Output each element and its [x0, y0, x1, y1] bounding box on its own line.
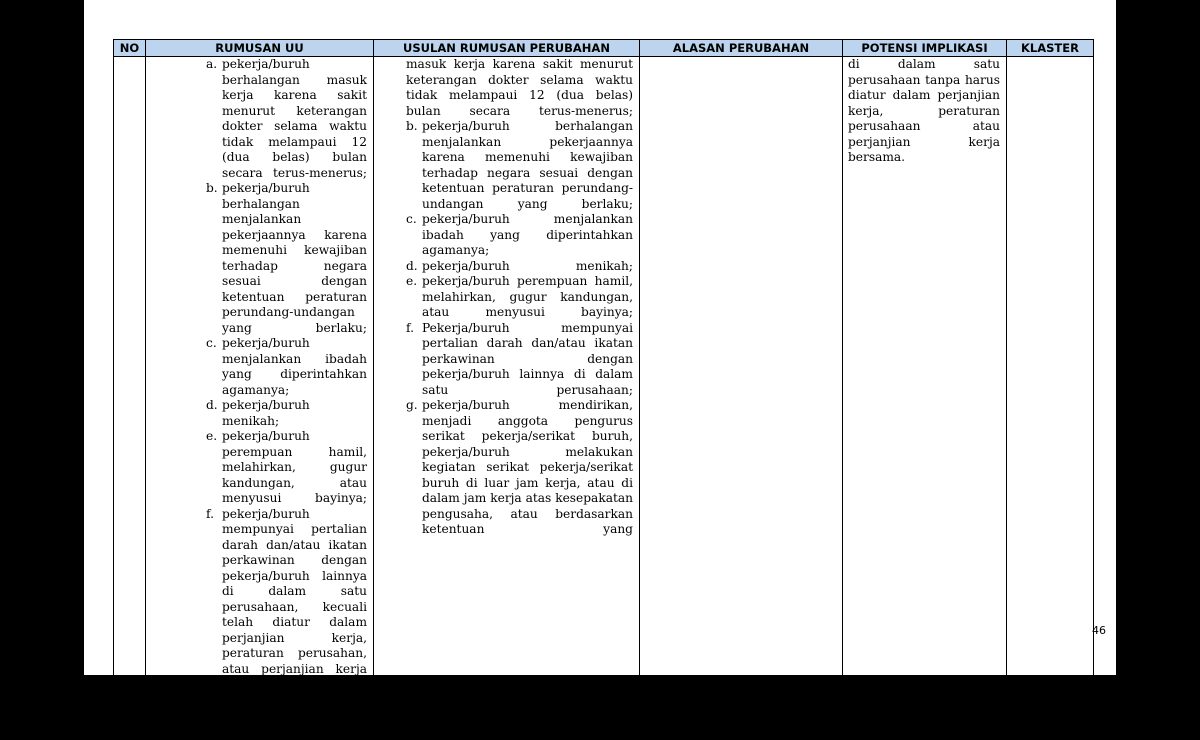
usulan-list	[406, 119, 633, 538]
cell-alasan	[640, 57, 843, 740]
list-item	[206, 181, 367, 336]
comparison-table	[113, 39, 1094, 740]
list-item	[206, 336, 367, 398]
cell-no	[114, 57, 146, 740]
cell-usulan	[374, 57, 640, 740]
item-text: pekerja/buruh berhalangan masuk kerja karena sakit menurut keterangan dokter selama waktu tidak melampaui 12 (dua belas) bulan secara terus-menerus;	[222, 57, 367, 180]
header-rumusan-uu: RUMUSAN UU	[146, 40, 374, 57]
item-label: e.	[206, 429, 218, 443]
item-text: pekerja/buruh berhalangan menjalankan pekerjaannya karena memenuhi kewajiban terhadap negara sesuai dengan ketentuan peraturan perundang-undangan yang berlaku;	[422, 119, 633, 211]
list-item	[206, 398, 367, 429]
table-row	[114, 57, 1094, 740]
page-number: 46	[1092, 624, 1106, 637]
item-label: a.	[206, 57, 218, 71]
list-item	[406, 259, 633, 275]
item-text: pekerja/buruh mendirikan, menjadi anggota pengurus serikat pekerja/serikat buruh, pekerja/buruh melakukan kegiatan serikat pekerja/serikat buruh di luar jam kerja, atau di dalam jam kerja atas kesepakatan pengusaha, atau berdasarkan ketentuan yang	[422, 398, 633, 536]
list-item	[406, 398, 633, 538]
list-item	[206, 57, 367, 181]
header-usulan: USULAN RUMUSAN PERUBAHAN	[374, 40, 640, 57]
item-text: pekerja/buruh menikah;	[222, 398, 310, 428]
list-item	[206, 429, 367, 507]
item-text: pekerja/buruh menikah;	[422, 258, 633, 273]
list-item	[206, 507, 367, 693]
list-item	[406, 321, 633, 399]
item-text: Pekerja/buruh mempunyai pertalian darah dan/atau ikatan perkawinan dengan pekerja/buruh lainnya di dalam satu perusahaan;	[422, 320, 633, 397]
item-label: g.	[206, 692, 218, 707]
header-alasan: ALASAN PERUBAHAN	[640, 40, 843, 57]
cell-klaster	[1007, 57, 1094, 740]
item-text: pekerja/buruh perempuan hamil, melahirkan, gugur kandungan, atau menyusui bayinya;	[222, 429, 367, 505]
rumusan-uu-list	[206, 57, 367, 739]
item-text: pekerja/buruh mendirikan, menjadi anggota dan/atau	[222, 692, 367, 738]
item-label: e.	[406, 274, 418, 288]
list-item	[406, 274, 633, 321]
cell-potensi	[843, 57, 1007, 740]
item-label: d.	[206, 398, 218, 412]
cell-rumusan-uu	[146, 57, 374, 740]
item-label: c.	[206, 336, 217, 350]
item-text: pekerja/buruh menjalankan ibadah yang diperintahkan agamanya;	[222, 336, 367, 397]
header-no: NO	[114, 40, 146, 57]
item-label: f.	[206, 506, 214, 521]
item-label: b.	[206, 181, 218, 195]
table-header-row	[114, 40, 1094, 57]
item-text: pekerja/buruh berhalangan menjalankan pekerjaannya karena memenuhi kewajiban terhadap negara sesuai dengan ketentuan peraturan perundang-undangan yang berlaku;	[222, 181, 367, 335]
item-label: b.	[406, 119, 418, 133]
list-item	[406, 119, 633, 212]
list-item	[406, 212, 633, 259]
item-text: pekerja/buruh menjalankan ibadah yang diperintahkan agamanya;	[422, 212, 633, 257]
usulan-intro: masuk kerja karena sakit menurut keterangan dokter selama waktu tidak melampaui 12 (dua belas) bulan secara terus-menerus;	[406, 57, 633, 118]
header-klaster: KLASTER	[1007, 40, 1094, 57]
item-label: g.	[406, 398, 418, 412]
header-potensi: POTENSI IMPLIKASI	[843, 40, 1007, 57]
item-label: f.	[406, 320, 414, 335]
item-label: d.	[406, 258, 418, 273]
list-item	[206, 693, 367, 740]
document-page	[84, 0, 1116, 738]
item-label: c.	[406, 212, 417, 226]
item-text: pekerja/buruh mempunyai pertalian darah dan/atau ikatan perkawinan dengan pekerja/buruh lainnya di dalam satu perusahaan, kecuali telah diatur dalam perjanjian kerja, peraturan perusahan, atau perjanjian kerja bersama;	[222, 506, 367, 691]
potensi-text: di dalam satu perusahaan tanpa harus diatur dalam perjanjian kerja, peraturan perusahaan atau perjanjian kerja bersama.	[848, 57, 1000, 164]
item-text: pekerja/buruh perempuan hamil, melahirkan, gugur kandungan, atau menyusui bayinya;	[422, 274, 633, 319]
